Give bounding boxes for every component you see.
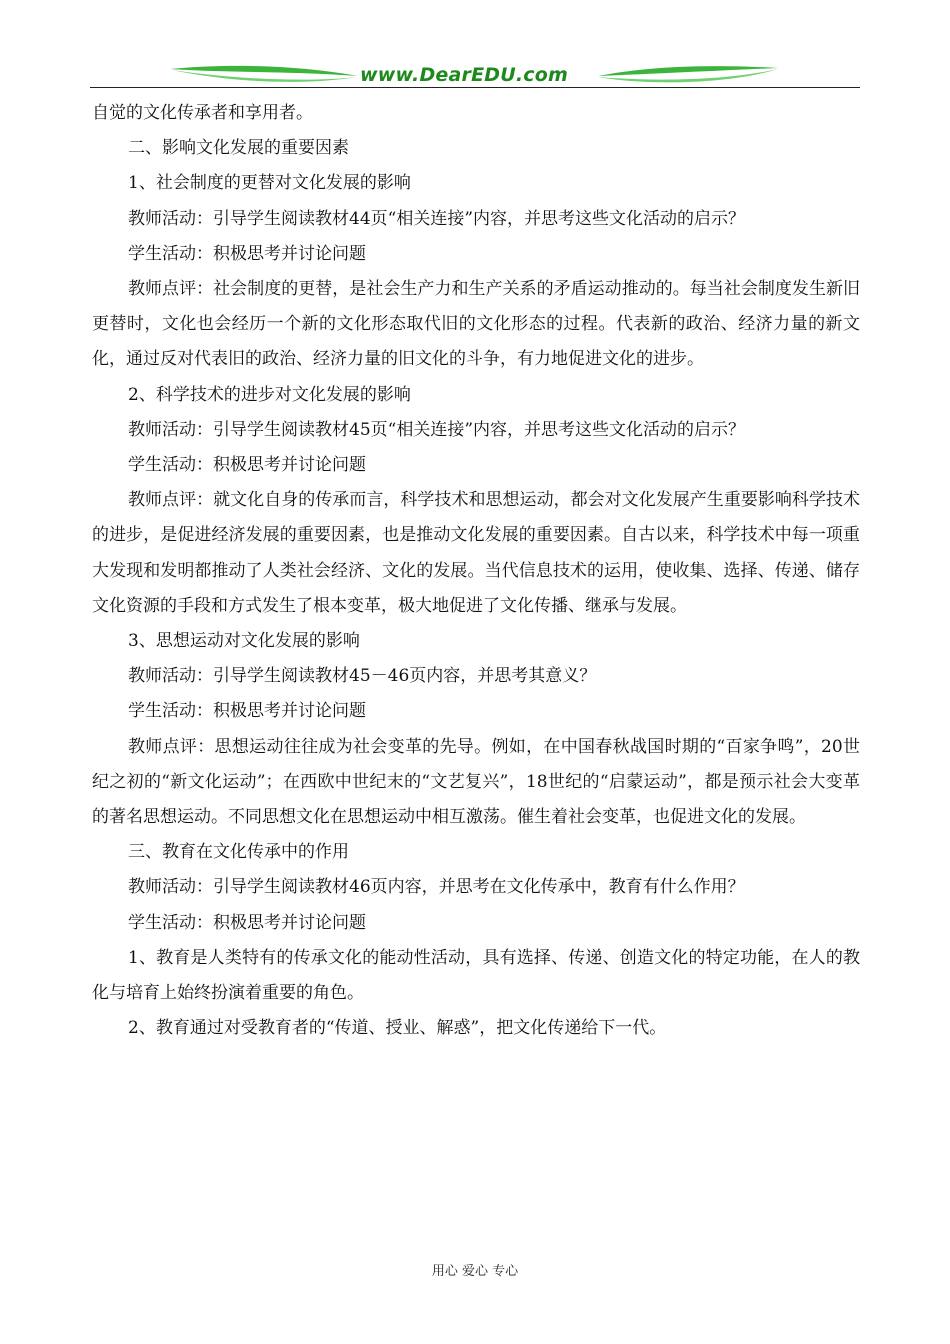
paragraph: 学生活动：积极思考并讨论问题 xyxy=(128,243,366,264)
paragraph: 教师活动：引导学生阅读教材45页“相关连接”内容，并思考这些文化活动的启示？ xyxy=(128,419,746,440)
paragraph: 教师活动：引导学生阅读教材46页内容，并思考在文化传承中，教育有什么作用？ xyxy=(128,877,745,898)
paragraph: 教师点评：思想运动往往成为社会变革的先导。例如，在中国春秋战国时期的“百家争鸣”，20世纪之初的“新文化运动”；在西欧中世纪末的“文艺复兴”，18世纪的“启蒙运动”，都是预示社会大变革的著名思想运动。不同思想文化在思想运动中相互激荡。催生着社会变革，也促进文化的发展。 xyxy=(92,736,860,828)
paragraph: 教师活动：引导学生阅读教材45－46页内容，并思考其意义？ xyxy=(128,666,597,687)
paragraph: 三、教育在文化传承中的作用 xyxy=(128,842,349,863)
paragraph: 自觉的文化传承者和享用者。 xyxy=(92,103,313,123)
paragraph: 学生活动：积极思考并讨论问题 xyxy=(128,701,366,722)
paragraph: 1、教育是人类特有的传承文化的能动性活动，具有选择、传递、创造文化的特定功能，在人的教化与培育上始终扮演着重要的角色。 xyxy=(92,947,860,1004)
paragraph: 教师点评：就文化自身的传承而言，科学技术和思想运动，都会对文化发展产生重要影响科学技术的进步，是促进经济发展的重要因素，也是推动文化发展的重要因素。自古以来，科学技术中每一项重大发现和发明都推动了人类社会经济、文化的发展。当代信息技术的运用，使收集、选择、传递、储存文化资源的手段和方式发生了根本变革，极大地促进了文化传播、继承与发展。 xyxy=(92,490,860,616)
document-body xyxy=(92,96,860,1046)
paragraph: 学生活动：积极思考并讨论问题 xyxy=(128,455,366,476)
paragraph: 2、科学技术的进步对文化发展的影响 xyxy=(128,384,411,405)
paragraph: 教师活动：引导学生阅读教材44页“相关连接”内容，并思考这些文化活动的启示？ xyxy=(128,208,746,229)
paragraph: 教师点评：社会制度的更替，是社会生产力和生产关系的矛盾运动推动的。每当社会制度发生新旧更替时，文化也会经历一个新的文化形态取代旧的文化形态的过程。代表新的政治、经济力量的新文化，通过反对代表旧的政治、经济力量的旧文化的斗争，有力地促进文化的进步。 xyxy=(92,279,860,370)
paragraph: 1、社会制度的更替对文化发展的影响 xyxy=(128,173,411,194)
header-divider xyxy=(90,87,860,88)
site-logo-text[interactable]: www.DearEDU.com xyxy=(360,64,569,86)
paragraph: 学生活动：积极思考并讨论问题 xyxy=(128,912,366,933)
paragraph: 二、影响文化发展的重要因素 xyxy=(128,138,349,159)
page-footer: 用心 爱心 专心 xyxy=(431,1264,519,1279)
paragraph: 3、思想运动对文化发展的影响 xyxy=(128,631,360,652)
paragraph: 2、教育通过对受教育者的“传道、授业、解惑”，把文化传递给下一代。 xyxy=(128,1018,667,1039)
